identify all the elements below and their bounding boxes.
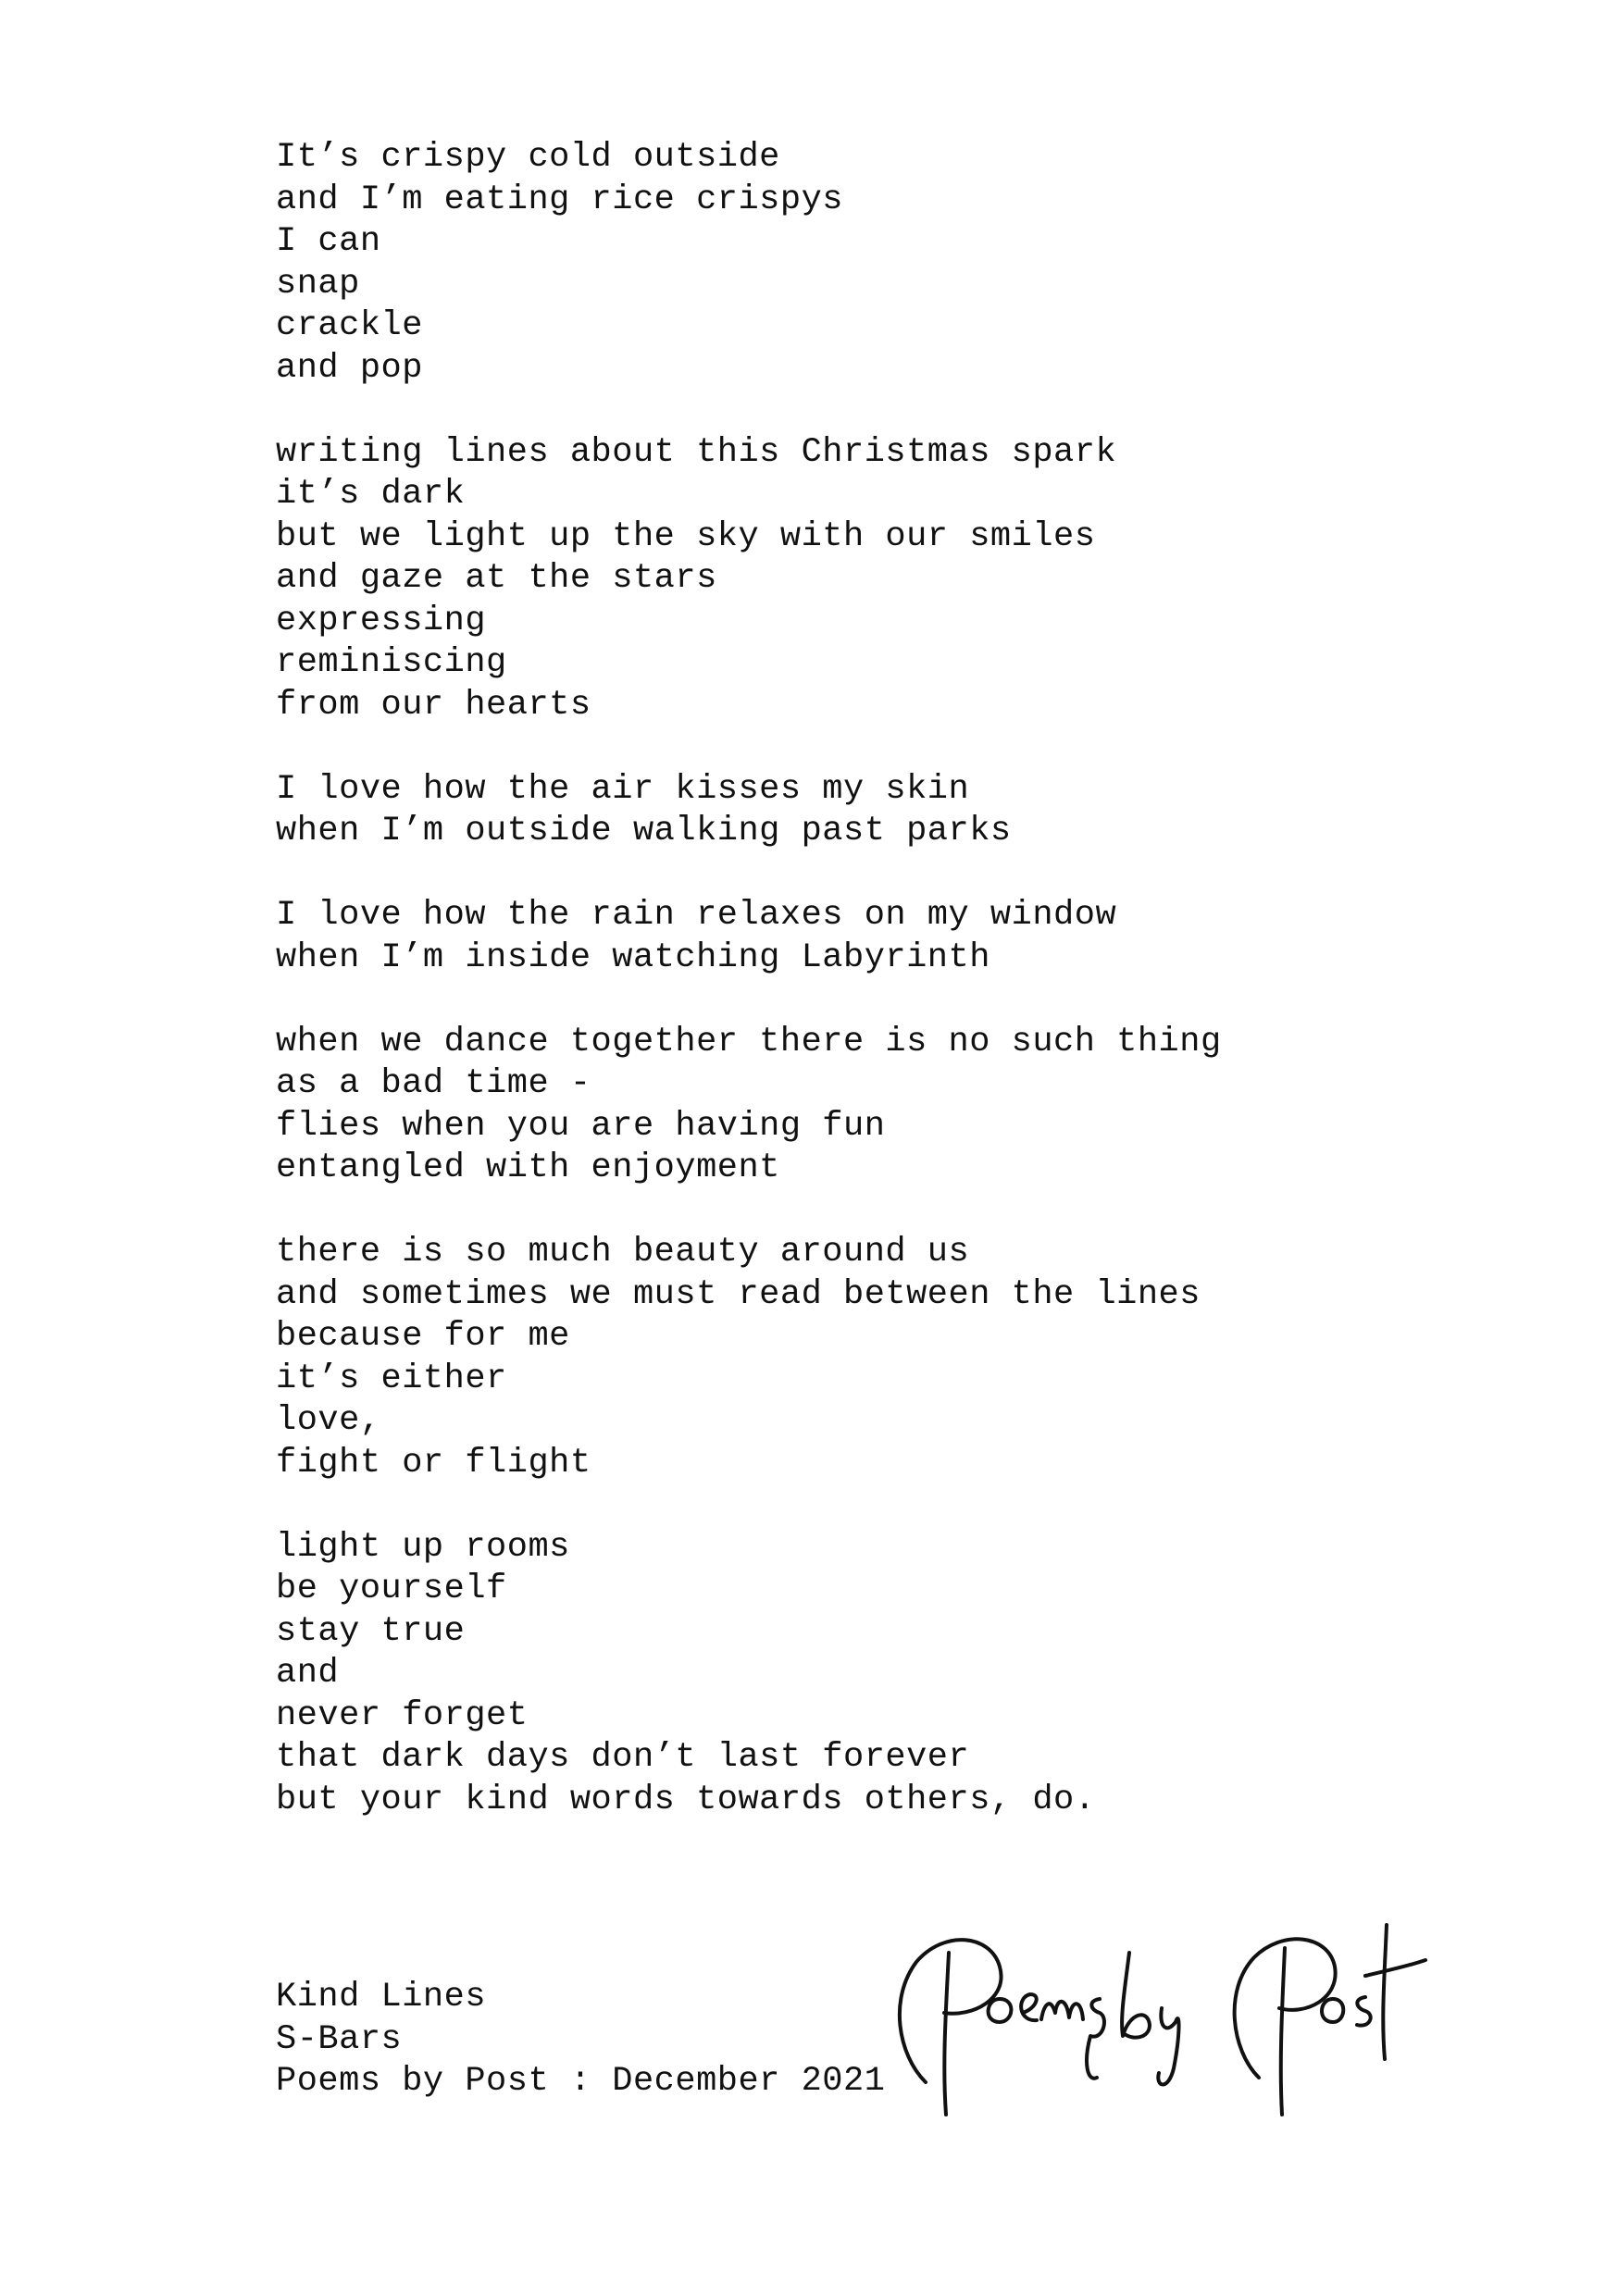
poem-line: but we light up the sky with our smiles: [276, 516, 1096, 556]
poem-line: It’s crispy cold outside: [276, 138, 780, 177]
poem-line: love,: [276, 1401, 381, 1440]
poem-body: [276, 137, 1387, 1864]
poem-line: reminiscing: [276, 643, 507, 682]
poems-by-post-signature-logo: [861, 1897, 1435, 2138]
poem-line: light up rooms: [276, 1527, 570, 1567]
poem-line: and I’m eating rice crispys: [276, 180, 843, 219]
publication-date: Poems by Post : December 2021: [276, 2062, 886, 2101]
poem-line: snap: [276, 264, 360, 304]
poem-title: Kind Lines: [276, 1978, 487, 2017]
signature-graphic: [861, 1897, 1435, 2138]
poem-line: I love how the rain relaxes on my window: [276, 896, 1117, 935]
poem-line: there is so much beauty around us: [276, 1233, 970, 1272]
poem-line: flies when you are having fun: [276, 1106, 886, 1146]
poem-line: but your kind words towards others, do.: [276, 1780, 1096, 1819]
poem-line: and: [276, 1654, 340, 1693]
poem-line: when I’m inside watching Labyrinth: [276, 937, 990, 977]
poem-line: it’s either: [276, 1359, 507, 1398]
poem-line: when we dance together there is no such thing: [276, 1022, 1222, 1061]
poem-line: writing lines about this Christmas spark: [276, 432, 1117, 472]
poem-line: when I’m outside walking past parks: [276, 812, 1012, 850]
stanza: [276, 1232, 1387, 1484]
poem-line: because for me: [276, 1317, 570, 1356]
poem-line: fight or flight: [276, 1443, 591, 1483]
poem-author: S-Bars: [276, 2019, 403, 2059]
poem-line: entangled with enjoyment: [276, 1148, 780, 1187]
stanza: [276, 137, 1387, 390]
poem-line: never forget: [276, 1695, 529, 1735]
stanza: [276, 1022, 1387, 1190]
stanza: [276, 769, 1387, 853]
poem-line: be yourself: [276, 1570, 507, 1608]
poem-line: and sometimes we must read between the lines: [276, 1274, 1201, 1314]
poem-line: it’s dark: [276, 475, 466, 514]
poem-line: and pop: [276, 348, 423, 388]
poem-line: I love how the air kisses my skin: [276, 769, 970, 809]
poem-line: that dark days don’t last forever: [276, 1738, 970, 1777]
poem-line: crackle: [276, 306, 423, 345]
poem-line: expressing: [276, 601, 487, 640]
poem-line: and gaze at the stars: [276, 559, 717, 598]
stanza: [276, 432, 1387, 727]
stanza: [276, 1527, 1387, 1822]
poem-line: as a bad time -: [276, 1064, 591, 1103]
stanza: [276, 895, 1387, 979]
poem-line: I can: [276, 222, 381, 261]
poem-line: from our hearts: [276, 685, 591, 725]
poem-line: stay true: [276, 1611, 466, 1651]
